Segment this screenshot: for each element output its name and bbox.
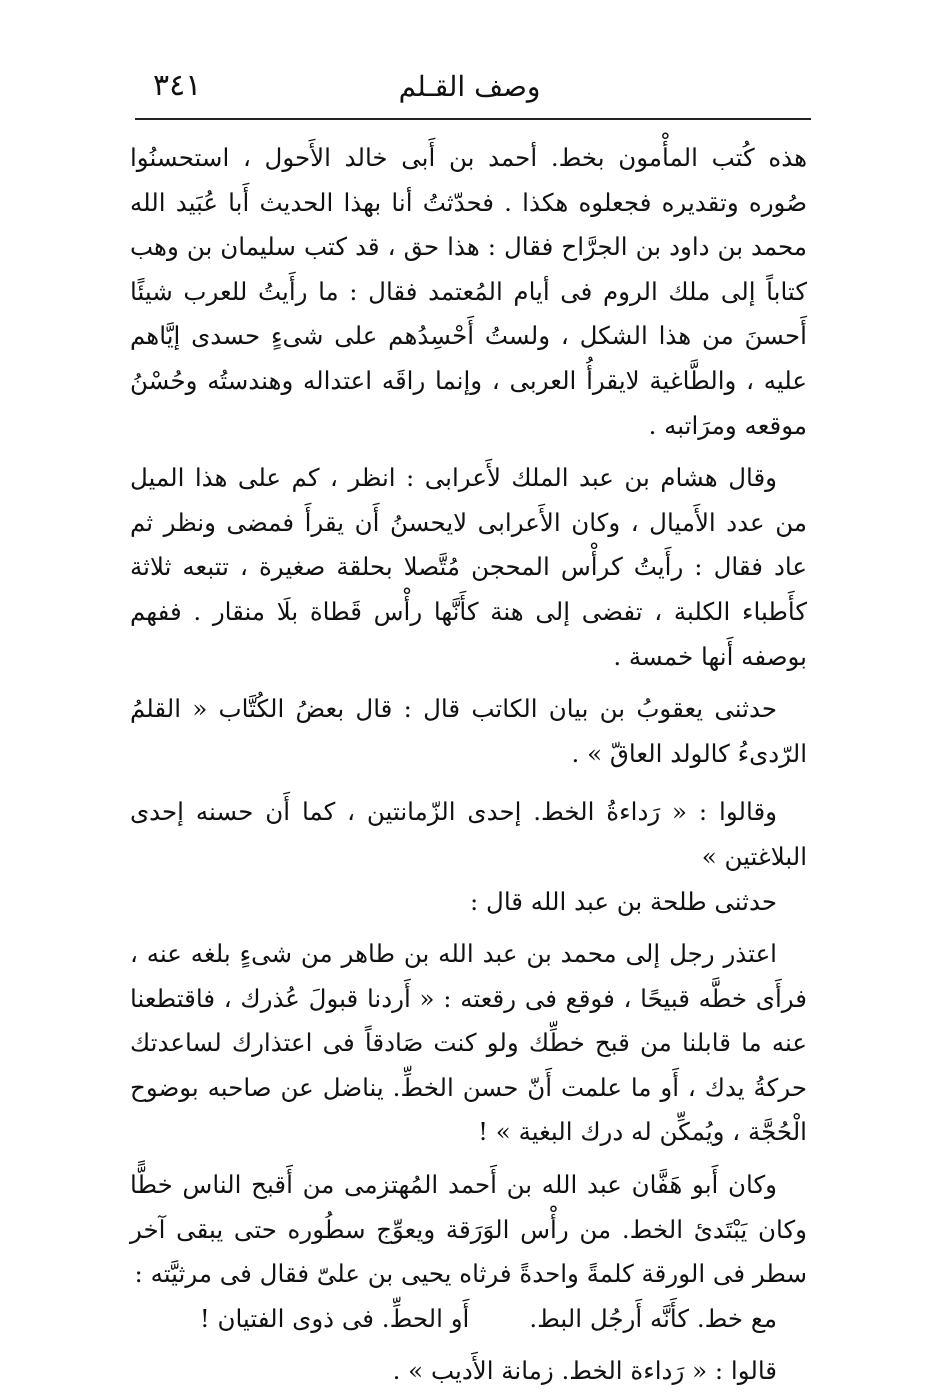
verse-hemistich-1: مع خط. كأَنَّه أَرجُل البط. [529, 1303, 777, 1333]
page-number: ٣٤١ [153, 68, 202, 103]
paragraph: حدثنى يعقوبُ بن بيان الكاتب قال : قال بعضُ الكُتَّاب « القلمُ الرّدىءُ كالولد العاقّ » . [130, 694, 807, 768]
closing-paragraph: قالوا : « رَداءة الخط. زمانة الأَديب » . [392, 1356, 777, 1386]
paragraph: وقال هشام بن عبد الملك لأَعرابى : انظر ، كم على هذا الميل من عدد الأَميال ، وكان الأَعرابى لايحسنُ أَن يقرأَ فمضى ونظر ثم عاد فقال : رأَيتُ كرأْس المحجن مُتَّصلا بحلقة صغيرة ، تتبعه ثلاثة كأَطباء الكلبة ، تفضى إلى هنة كأَنَّها رأْس قَطاة بلَا منقار . ففهم بوصفه أَنها خمسة . [130, 463, 807, 671]
paragraph: هذه كُتب المأْمون بخط. أحمد بن أَبى خالد الأَحول ، استحسنُوا صُوره وتقديره فجعلوه هكذا . فحدّثتُ أنا بهذا الحديث أَبا عُبَيد الله محمد بن داود بن الجرَّاح فقال : هذا حق ، قد كتب سليمان بن وهب كتاباً إلى ملك الروم فى أيام المُعتمد فقال : ما رأَيتُ للعرب شيئًا أَحسنَ من هذا الشكل ، ولستُ أَحْسِدُهم على شىءٍ حسدى إيَّاهم عليه ، والطَّاغية لايقرأُ العربى ، وإنما راقَه اعتداله وهندستُه وحُسْنُ موقعه ومرَاتبه . [130, 143, 807, 440]
verse-line [130, 1297, 807, 1342]
verse-hemistich-2: أَو الحطِّ. فى ذوى الفتيان ! [199, 1303, 470, 1333]
running-title: وصف القـلم [398, 70, 541, 103]
page-header [135, 64, 804, 112]
paragraph: اعتذر رجل إلى محمد بن عبد الله بن طاهر من شىءٍ بلغه عنه ، فرأَى خطَّه قبيحًا ، فوقع فى رقعته : « أَردنا قبولَ عُذرك ، فاقتطعنا عنه ما قابلنا من قبح خطِّك ولو كنت صَادقاً فى اعتذارك لساعدتك حركةُ يدك ، أَو ما علمت أَنّ حسن الخطِّ. يناضل عن صاحبه بوضوح الْحُجَّة ، ويُمكِّن له درك البغية » ! [130, 939, 807, 1147]
paragraph: وقالوا : « رَداءةُ الخط. إحدى الزّمانتين ، كما أَن حسنه إحدى البلاغتين » [130, 797, 807, 871]
paragraph: حدثنى طلحة بن عبد الله قال : [469, 886, 777, 916]
paragraph: وكان أَبو هَفَّان عبد الله بن أَحمد المُهتزمى من أَقبح الناس خطًّا وكان يَبْتَدئ الخط. من رأْس الوَرَقة ويعوِّج سطُوره حتى يبقى آخر سطر فى الورقة كلمةً واحدةً فرثاه يحيى بن علىّ فقال فى مرثيَّته : [130, 1170, 807, 1289]
body-text [130, 136, 807, 1394]
header-rule [135, 118, 811, 120]
